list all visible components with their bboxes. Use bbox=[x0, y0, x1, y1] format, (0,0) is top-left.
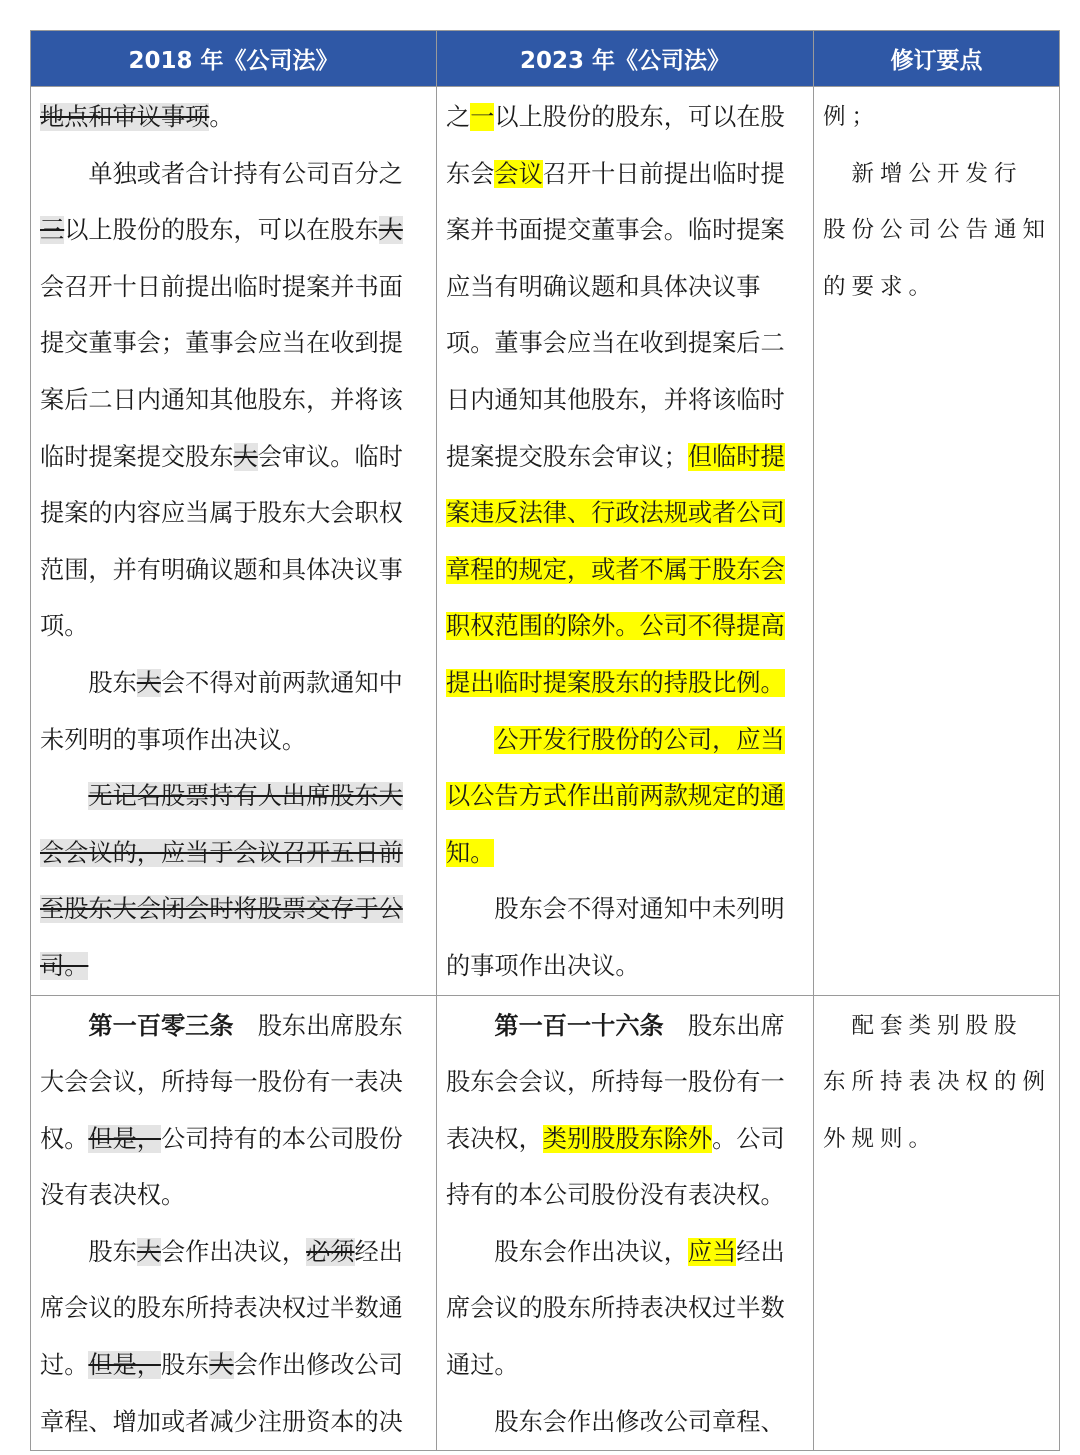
text-line bbox=[446, 1054, 804, 1111]
text-run: 。 bbox=[209, 103, 234, 131]
text-run: 提案提交股东会审议； bbox=[446, 442, 688, 471]
inserted-text: 章程的规定，或者不属于股东会 bbox=[446, 555, 785, 584]
text-run: 股东 bbox=[40, 1237, 137, 1266]
inserted-text: 知。 bbox=[446, 838, 495, 867]
text-run: 未列明的事项作出决议。 bbox=[40, 725, 307, 754]
text-line bbox=[40, 1224, 427, 1281]
text-run: 会不得对前两款通知中 bbox=[160, 668, 403, 697]
deleted-text: 必须 bbox=[306, 1237, 355, 1266]
deleted-text: 无记名股票持有人出席股东大 bbox=[88, 782, 403, 811]
text-line bbox=[40, 881, 427, 938]
text-run: 大会会议，所持每一股份有一表决 bbox=[40, 1068, 403, 1097]
header-row bbox=[31, 31, 1060, 87]
text-line bbox=[446, 485, 804, 542]
text-run: 会作出决议， bbox=[160, 1237, 307, 1266]
text-run: 外规则。 bbox=[823, 1125, 938, 1152]
text-run: 项。董事会应当在收到提案后二 bbox=[446, 329, 785, 358]
text-line bbox=[446, 881, 804, 938]
text-run: 会召开十日前提出临时提案并书面 bbox=[40, 272, 403, 301]
text-run: 的要求。 bbox=[823, 273, 938, 300]
deleted-text: 地点和审议事项 bbox=[40, 103, 210, 131]
inserted-text: 公开发行股份的公司，应当 bbox=[494, 725, 785, 754]
text-line bbox=[446, 1167, 804, 1224]
article-number: 第一百零三条 bbox=[88, 1010, 234, 1040]
text-line bbox=[40, 429, 427, 486]
text-run: 会审议。临时 bbox=[257, 442, 403, 471]
text-run: 。公司 bbox=[712, 1124, 785, 1153]
text-line bbox=[40, 315, 427, 372]
text-run: 股东会作出修改公司章程、 bbox=[446, 1407, 785, 1436]
inserted-text: 类别股股东除外 bbox=[542, 1124, 713, 1153]
text-line bbox=[40, 1337, 427, 1394]
text-line bbox=[446, 825, 804, 882]
text-line bbox=[446, 768, 804, 825]
text-run: 东会 bbox=[446, 159, 495, 188]
text-line bbox=[40, 825, 427, 882]
inserted-text: 一 bbox=[470, 103, 495, 131]
text-run: 席会议的股东所持表决权过半数通 bbox=[40, 1294, 403, 1323]
text-run: 表决权， bbox=[446, 1124, 543, 1153]
text-line bbox=[40, 146, 427, 203]
text-run: 项。 bbox=[40, 612, 89, 641]
text-line bbox=[823, 1054, 1050, 1111]
text-line bbox=[446, 1224, 804, 1281]
text-line bbox=[823, 998, 1050, 1055]
table-row bbox=[31, 995, 1060, 1451]
text-run: 经出 bbox=[354, 1237, 403, 1266]
text-run: 单独或者合计持有公司百分之 bbox=[40, 159, 403, 188]
text-run: 例； bbox=[823, 104, 881, 130]
text-run: 股东出席股东 bbox=[233, 1011, 403, 1040]
deleted-text: 但是， bbox=[88, 1351, 161, 1380]
text-line bbox=[446, 998, 804, 1055]
deleted-text: 但是， bbox=[88, 1124, 161, 1153]
text-run: 案并书面提交董事会。临时提案 bbox=[446, 216, 785, 245]
text-run: 提案的内容应当属于股东大会职权 bbox=[40, 499, 403, 528]
text-run: 过。 bbox=[40, 1351, 89, 1380]
text-run: 新增公开发行 bbox=[823, 160, 1023, 187]
text-line bbox=[40, 598, 427, 655]
text-line bbox=[40, 655, 427, 712]
text-run: 以上股份的股东，可以在股东 bbox=[64, 216, 379, 245]
text-run: 持有的本公司股份没有表决权。 bbox=[446, 1181, 785, 1210]
text-run: 配套类别股股 bbox=[823, 1012, 1023, 1039]
text-run bbox=[40, 782, 88, 810]
deleted-text: 三 bbox=[40, 216, 65, 245]
text-line bbox=[446, 202, 804, 259]
text-run: 案后二日内通知其他股东，并将该 bbox=[40, 385, 403, 414]
text-run: 公司持有的本公司股份 bbox=[160, 1124, 403, 1153]
article-number: 第一百一十六条 bbox=[494, 1010, 664, 1040]
text-line bbox=[446, 429, 804, 486]
text-run: 召开十日前提出临时提 bbox=[542, 159, 785, 188]
text-line bbox=[40, 485, 427, 542]
revision-notes-cell bbox=[814, 995, 1060, 1451]
header-2018-law: 2018 年《公司法》 bbox=[31, 31, 437, 87]
text-run: 章程、增加或者减少注册资本的决 bbox=[40, 1407, 403, 1436]
text-line bbox=[823, 89, 1050, 146]
text-line bbox=[823, 146, 1050, 203]
text-run: 以上股份的股东，可以在股 bbox=[494, 103, 785, 131]
text-run: 会作出修改公司 bbox=[233, 1351, 403, 1380]
text-run: 日内通知其他股东，并将该临时 bbox=[446, 385, 785, 414]
text-line bbox=[40, 372, 427, 429]
text-line bbox=[446, 89, 804, 146]
text-line bbox=[40, 1054, 427, 1111]
text-run: 应当有明确议题和具体决议事 bbox=[446, 272, 761, 301]
inserted-text: 会议 bbox=[494, 159, 543, 188]
inserted-text: 提出临时提案股东的持股比例。 bbox=[446, 668, 785, 697]
text-run: 之 bbox=[446, 103, 471, 131]
text-run: 股东会会议，所持每一股份有一 bbox=[446, 1068, 785, 1097]
text-line bbox=[40, 1280, 427, 1337]
text-line bbox=[446, 712, 804, 769]
text-line bbox=[40, 202, 427, 259]
text-line bbox=[40, 1111, 427, 1168]
text-line bbox=[40, 259, 427, 316]
text-run: 股东 bbox=[160, 1351, 210, 1380]
text-line bbox=[446, 1280, 804, 1337]
inserted-text: 以公告方式作出前两款规定的通 bbox=[446, 782, 785, 811]
deleted-text: 大 bbox=[233, 442, 258, 471]
text-run: 股东会不得对通知中未列明 bbox=[446, 895, 785, 924]
text-line bbox=[40, 938, 427, 995]
new-law-cell bbox=[437, 87, 814, 996]
text-line bbox=[40, 542, 427, 599]
text-line bbox=[446, 259, 804, 316]
text-line bbox=[40, 768, 427, 825]
header-revision-notes: 修订要点 bbox=[814, 31, 1060, 87]
text-line bbox=[446, 542, 804, 599]
deleted-text: 大 bbox=[136, 1237, 161, 1266]
revision-notes-cell bbox=[814, 87, 1060, 996]
text-line bbox=[40, 1167, 427, 1224]
text-line bbox=[446, 598, 804, 655]
new-law-cell bbox=[437, 995, 814, 1451]
text-line bbox=[446, 1394, 804, 1451]
old-law-cell bbox=[31, 87, 437, 996]
text-line bbox=[40, 998, 427, 1055]
text-run bbox=[446, 726, 494, 754]
text-line bbox=[40, 1394, 427, 1451]
text-line bbox=[823, 202, 1050, 259]
text-line bbox=[446, 655, 804, 712]
text-run: 权。 bbox=[40, 1124, 89, 1153]
text-line bbox=[40, 89, 427, 146]
text-run: 东所持表决权的例 bbox=[823, 1069, 1052, 1096]
text-run: 提交董事会；董事会应当在收到提 bbox=[40, 329, 403, 358]
text-line bbox=[446, 146, 804, 203]
table-row bbox=[31, 87, 1060, 996]
deleted-text: 大 bbox=[378, 216, 403, 245]
text-run bbox=[40, 1012, 88, 1040]
text-line bbox=[446, 1337, 804, 1394]
header-2023-law: 2023 年《公司法》 bbox=[437, 31, 814, 87]
text-line bbox=[446, 372, 804, 429]
text-run: 没有表决权。 bbox=[40, 1181, 186, 1210]
deleted-text: 会会议的，应当于会议召开五日前 bbox=[40, 838, 403, 867]
inserted-text: 职权范围的除外。公司不得提高 bbox=[446, 612, 785, 641]
text-run: 股东会作出决议， bbox=[446, 1237, 688, 1266]
text-run: 的事项作出决议。 bbox=[446, 951, 640, 980]
deleted-text: 大 bbox=[136, 668, 161, 697]
text-run bbox=[446, 1012, 494, 1040]
text-line bbox=[823, 1111, 1050, 1168]
inserted-text: 案违反法律、行政法规或者公司 bbox=[446, 499, 785, 528]
text-run: 经出 bbox=[736, 1237, 785, 1266]
deleted-text: 大 bbox=[209, 1351, 234, 1380]
text-run: 席会议的股东所持表决权过半数 bbox=[446, 1294, 785, 1323]
old-law-cell bbox=[31, 995, 437, 1451]
text-run: 通过。 bbox=[446, 1351, 519, 1380]
text-line bbox=[40, 712, 427, 769]
text-run: 临时提案提交股东 bbox=[40, 442, 234, 471]
text-line bbox=[446, 938, 804, 995]
text-line bbox=[823, 259, 1050, 316]
inserted-text: 应当 bbox=[687, 1237, 737, 1266]
text-line bbox=[446, 315, 804, 372]
text-run: 股东出席 bbox=[663, 1011, 785, 1040]
comparison-table bbox=[30, 30, 1060, 1451]
deleted-text: 至股东大会闭会时将股票交存于公 bbox=[40, 895, 403, 924]
text-line bbox=[446, 1111, 804, 1168]
text-run: 股份公司公告通知 bbox=[823, 217, 1052, 244]
inserted-text: 但临时提 bbox=[687, 442, 785, 471]
text-run: 范围，并有明确议题和具体决议事 bbox=[40, 555, 403, 584]
deleted-text: 司。 bbox=[40, 951, 89, 980]
text-run: 股东 bbox=[40, 668, 137, 697]
